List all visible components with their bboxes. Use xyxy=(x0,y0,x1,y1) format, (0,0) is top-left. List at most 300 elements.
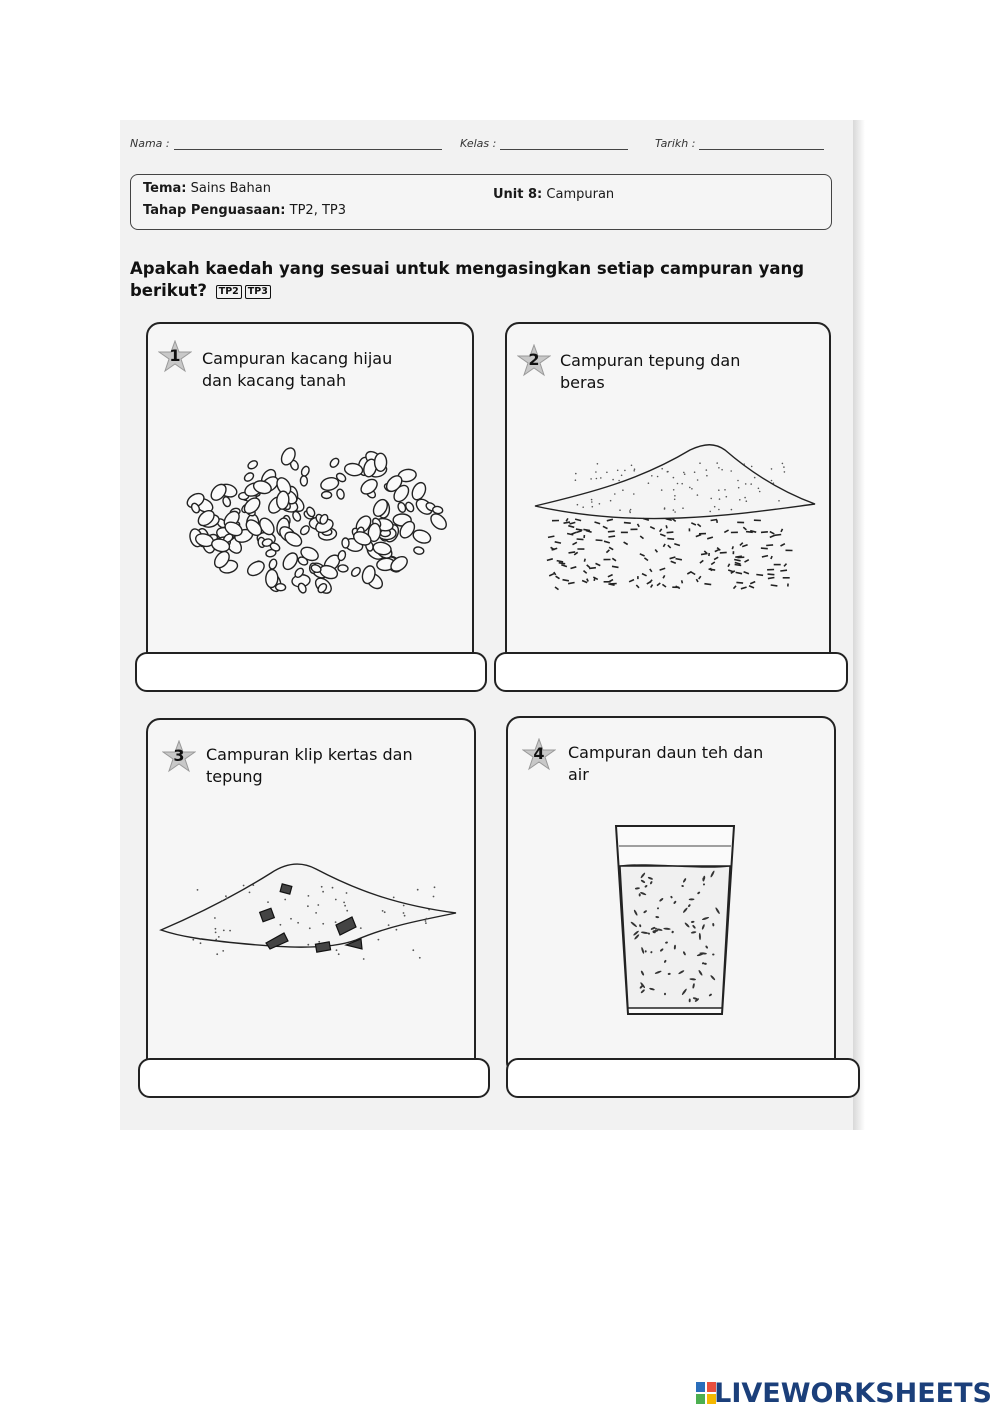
flour-dot xyxy=(434,886,436,888)
flour-dot xyxy=(577,504,579,506)
card-3-title xyxy=(206,744,413,788)
rice-grain xyxy=(589,568,596,569)
rice-grain xyxy=(736,572,742,573)
rice-grain xyxy=(660,568,666,570)
tahap-label: Tahap Penguasaan: xyxy=(143,203,286,218)
card-2-title-line-1: Campuran tepung dan xyxy=(560,351,741,370)
paper-edge-shadow xyxy=(853,120,865,1130)
rice-grain xyxy=(775,535,782,536)
rice-grain xyxy=(761,532,768,533)
flour-dot xyxy=(629,510,631,512)
card-2-title xyxy=(560,350,740,394)
flour-dot xyxy=(697,494,699,496)
flour-dot xyxy=(667,471,669,473)
flour-dot xyxy=(317,904,319,906)
flour-dot xyxy=(335,921,337,923)
rice-grain xyxy=(743,527,746,530)
question-line-1: Apakah kaedah yang sesuai untuk mengasingkan setiap campuran yang xyxy=(130,259,805,278)
rice-grain xyxy=(624,523,631,524)
rice-grain xyxy=(640,554,645,556)
flour-dot xyxy=(404,915,406,917)
bean-shape xyxy=(299,524,311,536)
flour-dot xyxy=(384,911,386,913)
rice-grain xyxy=(687,572,691,574)
flour-dot xyxy=(614,493,616,495)
rice-grain xyxy=(587,579,588,582)
flour-dot xyxy=(661,468,663,470)
rice-grain xyxy=(770,535,775,537)
flour-dot xyxy=(716,462,718,464)
flour-dot xyxy=(267,901,269,903)
bean-shape xyxy=(300,465,310,477)
flour-dot xyxy=(677,483,679,485)
rice-grain xyxy=(587,565,590,568)
flour-dot xyxy=(612,479,614,481)
rice-grain xyxy=(682,580,683,583)
rice-grain xyxy=(771,556,772,559)
rice-grain xyxy=(561,565,567,567)
rice-grain xyxy=(674,544,680,546)
flour-dot xyxy=(221,900,223,902)
rice-grain xyxy=(735,556,742,557)
nama-label: Nama : xyxy=(130,137,170,150)
rice-grain xyxy=(720,552,727,553)
flour-dot xyxy=(321,886,323,888)
bean-shape xyxy=(404,501,415,513)
rice-grain xyxy=(700,560,703,563)
unit-value: Campuran xyxy=(546,187,615,202)
flour-dot xyxy=(674,511,676,513)
flour-dot xyxy=(338,953,340,955)
flour-dot xyxy=(622,489,624,491)
rice-grain xyxy=(761,548,768,549)
rice-grain xyxy=(584,571,587,574)
flour-dot xyxy=(417,889,419,891)
flour-dot xyxy=(403,912,405,914)
flour-dot xyxy=(393,897,395,899)
number-badge-3 xyxy=(162,740,196,774)
bean-shape xyxy=(300,476,307,486)
kelas-label: Kelas : xyxy=(460,137,497,150)
bean-shape xyxy=(342,538,349,548)
rice-grain xyxy=(577,539,584,540)
flour-dot xyxy=(582,506,584,508)
rice-grain xyxy=(663,575,665,578)
flour-dot xyxy=(759,491,761,493)
number-3: 3 xyxy=(173,746,185,765)
flour-dot xyxy=(751,466,753,468)
rice-grain xyxy=(549,574,554,576)
flour-dot xyxy=(782,463,784,465)
rice-grain xyxy=(636,585,639,588)
rice-grain xyxy=(612,558,616,561)
answer-box-1[interactable] xyxy=(135,652,487,692)
rice-grain xyxy=(551,547,555,550)
rice-grain xyxy=(698,524,701,527)
unit-label: Unit 8: xyxy=(493,187,543,202)
rice-grain xyxy=(724,530,728,532)
bean-shape xyxy=(397,502,407,514)
flour-dot xyxy=(682,507,684,509)
rice-grain xyxy=(640,536,643,539)
flour-dot xyxy=(280,924,282,926)
flour-dot xyxy=(297,922,299,924)
bean-shape xyxy=(243,471,255,483)
flour-dot xyxy=(629,512,631,514)
flour-dot xyxy=(771,480,773,482)
rice-grain xyxy=(691,523,696,525)
flour-dot xyxy=(229,930,231,932)
flour-dot xyxy=(683,472,685,474)
flour-dot xyxy=(575,479,577,481)
tema-value: Sains Bahan xyxy=(190,181,271,196)
card-4-title-line-2: air xyxy=(568,765,589,784)
number-badge-1 xyxy=(158,340,192,374)
card-4-title-line-1: Campuran daun teh dan xyxy=(568,743,764,762)
flour-dot xyxy=(721,469,723,471)
flour-dot xyxy=(343,902,345,904)
bean-shape xyxy=(410,481,428,502)
flour-dot xyxy=(691,488,693,490)
rice-grain xyxy=(612,566,619,567)
flour-dot xyxy=(694,471,696,473)
flour-dot xyxy=(633,493,635,495)
bean-shape xyxy=(329,457,341,469)
rice-grain xyxy=(657,583,660,586)
number-4: 4 xyxy=(533,744,545,763)
flour-dot xyxy=(307,905,309,907)
rice-grain xyxy=(660,534,665,536)
rice-grain xyxy=(734,560,740,561)
kelas-line[interactable] xyxy=(500,149,628,150)
bean-shape xyxy=(322,492,332,499)
flour-dot xyxy=(714,506,716,508)
flour-dot xyxy=(425,920,427,922)
rice-grain xyxy=(768,578,775,579)
flour-dot xyxy=(754,477,756,479)
rice-grain xyxy=(651,585,653,588)
flour-dot xyxy=(308,895,310,897)
flour-dot xyxy=(592,506,594,508)
rice-grain xyxy=(564,522,571,523)
bean-shape xyxy=(411,528,432,546)
flour-dot xyxy=(630,509,632,511)
rice-grain xyxy=(596,540,603,541)
rice-grain xyxy=(642,574,647,576)
rice-grain xyxy=(644,558,648,561)
flour-dot xyxy=(724,489,726,491)
kelas-field xyxy=(460,137,628,150)
flour-dot xyxy=(709,511,711,513)
flour-dot xyxy=(396,929,398,931)
flour-dot xyxy=(433,896,435,898)
rice-grain xyxy=(740,543,743,546)
bean-shape xyxy=(413,546,424,555)
flour-dot xyxy=(664,508,666,510)
flour-dot xyxy=(710,498,712,500)
rice-grain xyxy=(666,525,667,528)
rice-grain xyxy=(582,581,587,583)
flour-dot xyxy=(718,489,720,491)
rice-grain xyxy=(596,563,601,565)
flour-dot xyxy=(222,950,224,952)
flour-dot xyxy=(673,477,675,479)
flour-dot xyxy=(738,487,740,489)
flour-dot xyxy=(634,468,636,470)
answer-box-2[interactable] xyxy=(494,652,848,692)
card-4-title xyxy=(568,742,763,786)
rice-grain xyxy=(714,557,718,559)
tea-leaf xyxy=(639,893,641,896)
rice-grain xyxy=(650,569,652,572)
rice-grain xyxy=(584,559,585,562)
rice-grain xyxy=(707,537,713,539)
bean-shape xyxy=(338,565,348,573)
flour-dot xyxy=(226,897,228,899)
tp2-tag: TP2 xyxy=(216,285,242,299)
rice-grain xyxy=(668,545,671,548)
rice-grain xyxy=(781,544,785,546)
flour-dot xyxy=(624,470,626,472)
flour-dot xyxy=(617,470,619,472)
flour-dot xyxy=(315,912,317,914)
tahap-row xyxy=(143,203,346,218)
rice-grain xyxy=(575,519,581,521)
flour-dot xyxy=(290,918,292,920)
liveworksheets-brand[interactable]: LIVEWORKSHEETS xyxy=(714,1378,992,1409)
flour-dot xyxy=(651,475,653,477)
rice-grain xyxy=(573,542,577,544)
rice-grain xyxy=(768,574,775,575)
flour-dot xyxy=(621,475,623,477)
rice-grain xyxy=(710,568,711,571)
flour-dot xyxy=(382,910,384,912)
flour-dot xyxy=(684,473,686,475)
flour-dot xyxy=(746,500,748,502)
rice-grain xyxy=(691,572,695,575)
flour-dot xyxy=(718,509,720,511)
beans-illustration xyxy=(180,440,450,615)
flour-dot xyxy=(599,503,601,505)
bean-shape xyxy=(247,459,259,470)
tea-water-glass-illustration xyxy=(610,822,740,1022)
flour-dot xyxy=(249,892,251,894)
tema-label: Tema: xyxy=(143,181,187,196)
flour-dot xyxy=(619,509,621,511)
card-3-title-line-1: Campuran klip kertas dan xyxy=(206,745,413,764)
rice-grain xyxy=(756,575,763,576)
rice-grain xyxy=(672,519,675,522)
flour-dot xyxy=(697,479,699,481)
flour-dot xyxy=(318,941,320,943)
flour-dot xyxy=(215,928,217,930)
tea-leaf xyxy=(712,954,714,956)
rice-grain xyxy=(603,526,608,528)
rice-grain xyxy=(745,560,749,562)
flour-dot xyxy=(336,949,338,951)
flour-dot xyxy=(346,892,348,894)
rice-grain xyxy=(557,561,563,562)
flour-dot xyxy=(706,469,708,471)
tarikh-line[interactable] xyxy=(699,149,824,150)
flour-dot xyxy=(778,500,780,502)
flour-dot xyxy=(719,498,721,500)
flour-dot xyxy=(730,470,732,472)
flour-dot xyxy=(648,482,650,484)
flour-dot xyxy=(215,932,217,934)
bean-shape xyxy=(375,453,387,471)
flour-dot xyxy=(214,917,216,919)
nama-line[interactable] xyxy=(174,149,442,150)
flour-dot xyxy=(744,497,746,499)
rice-grain xyxy=(771,585,778,586)
flour-dot xyxy=(745,483,747,485)
tp3-tag: TP3 xyxy=(245,285,271,299)
flour-dot xyxy=(309,927,311,929)
flour-dot xyxy=(252,884,254,886)
rice-grain xyxy=(660,529,662,532)
rice-grain xyxy=(780,570,787,571)
tema-row xyxy=(143,181,271,196)
flour-dot xyxy=(750,483,752,485)
flour-dot xyxy=(363,958,365,960)
flour-dot xyxy=(661,489,663,491)
rice-grain xyxy=(762,556,768,557)
rice-grain xyxy=(704,584,711,585)
flour-dot xyxy=(606,472,608,474)
number-1: 1 xyxy=(169,346,181,365)
flour-dot xyxy=(412,949,414,951)
rice-grain xyxy=(734,586,737,589)
flour-dot xyxy=(673,489,675,491)
flour-dot xyxy=(689,487,691,489)
bean-shape xyxy=(275,583,285,591)
flour-dot xyxy=(428,909,430,911)
question-line-2-text: berikut? xyxy=(130,281,207,300)
card-1-title xyxy=(202,348,392,392)
card-1-title-line-2: dan kacang tanah xyxy=(202,371,347,390)
number-badge-4 xyxy=(522,738,556,772)
rice-grain xyxy=(655,550,657,553)
rice-grain xyxy=(606,550,609,553)
number-2: 2 xyxy=(528,350,540,369)
question-text xyxy=(130,258,810,302)
rice-grain xyxy=(667,532,674,533)
rice-grain xyxy=(563,580,569,581)
flour-dot xyxy=(726,496,728,498)
flour-dot xyxy=(783,466,785,468)
rice-grain xyxy=(594,578,595,581)
flour-dot xyxy=(731,509,733,511)
flour-dot xyxy=(218,936,220,938)
flour-dot xyxy=(657,476,659,478)
rice-grain xyxy=(566,518,568,521)
flour-dot xyxy=(199,938,201,940)
flour-dot xyxy=(739,499,741,501)
rice-grain xyxy=(556,576,560,579)
rice-grain xyxy=(608,536,615,537)
rice-grain xyxy=(571,532,576,534)
rice-grain xyxy=(629,580,634,582)
flour-dot xyxy=(378,939,380,941)
card-2-title-line-2: beras xyxy=(560,373,605,392)
bean-shape xyxy=(245,559,267,579)
flour-dot xyxy=(699,462,701,464)
flour-dot xyxy=(674,499,676,501)
number-badge-2 xyxy=(517,344,551,378)
flour-dot xyxy=(419,957,421,959)
answer-box-4[interactable] xyxy=(506,1058,860,1098)
flour-dot xyxy=(344,905,346,907)
rice-grain xyxy=(569,552,576,553)
rice-grain xyxy=(555,542,561,543)
flour-dot xyxy=(758,488,760,490)
flour-dot xyxy=(322,891,324,893)
rice-grain xyxy=(624,542,628,544)
question-line-2 xyxy=(130,280,810,302)
bean-shape xyxy=(432,506,443,515)
flour-dot xyxy=(618,480,620,482)
answer-box-3[interactable] xyxy=(138,1058,490,1098)
rice-grain xyxy=(568,583,575,584)
flour-dot xyxy=(631,465,633,467)
flour-dot xyxy=(307,944,309,946)
rice-grain xyxy=(676,559,682,560)
flour-dot xyxy=(595,471,597,473)
rice-grain xyxy=(711,562,715,565)
flour-dot xyxy=(633,470,635,472)
rice-grain xyxy=(548,536,554,537)
flour-dot xyxy=(322,923,324,925)
rice-grain xyxy=(555,587,559,590)
tarikh-label: Tarikh : xyxy=(655,137,696,150)
rice-grain xyxy=(547,559,553,561)
flour-dot xyxy=(771,468,773,470)
flour-dot xyxy=(284,899,286,901)
rice-grain xyxy=(662,584,666,587)
rice-grain xyxy=(732,546,733,549)
rice-grain xyxy=(576,531,582,533)
flour-dot xyxy=(223,930,225,932)
flour-dot xyxy=(718,467,720,469)
rice-grain xyxy=(766,545,773,546)
clips-flour-illustration xyxy=(156,855,466,975)
flour-dot xyxy=(590,478,592,480)
rice-grain xyxy=(696,535,701,537)
rice-grain xyxy=(638,524,640,527)
flour-dot xyxy=(784,471,786,473)
flour-dot xyxy=(216,953,218,955)
bean-shape xyxy=(337,550,347,562)
rice-grain xyxy=(650,527,655,529)
rice-grain xyxy=(569,522,575,524)
rice-grain xyxy=(595,522,601,524)
rice-grain xyxy=(608,575,613,577)
bean-shape xyxy=(358,476,380,497)
flour-dot xyxy=(225,895,227,897)
flour-dot xyxy=(743,463,745,465)
flour-dot xyxy=(575,473,577,475)
flour-dot xyxy=(388,924,390,926)
unit-row xyxy=(493,187,614,202)
flour-dot xyxy=(737,480,739,482)
flour-dot xyxy=(706,475,708,477)
rice-grain xyxy=(571,567,577,569)
rice-grain xyxy=(696,579,698,582)
flour-dot xyxy=(215,939,217,941)
flour-dot xyxy=(674,495,676,497)
flour-dot xyxy=(591,501,593,503)
